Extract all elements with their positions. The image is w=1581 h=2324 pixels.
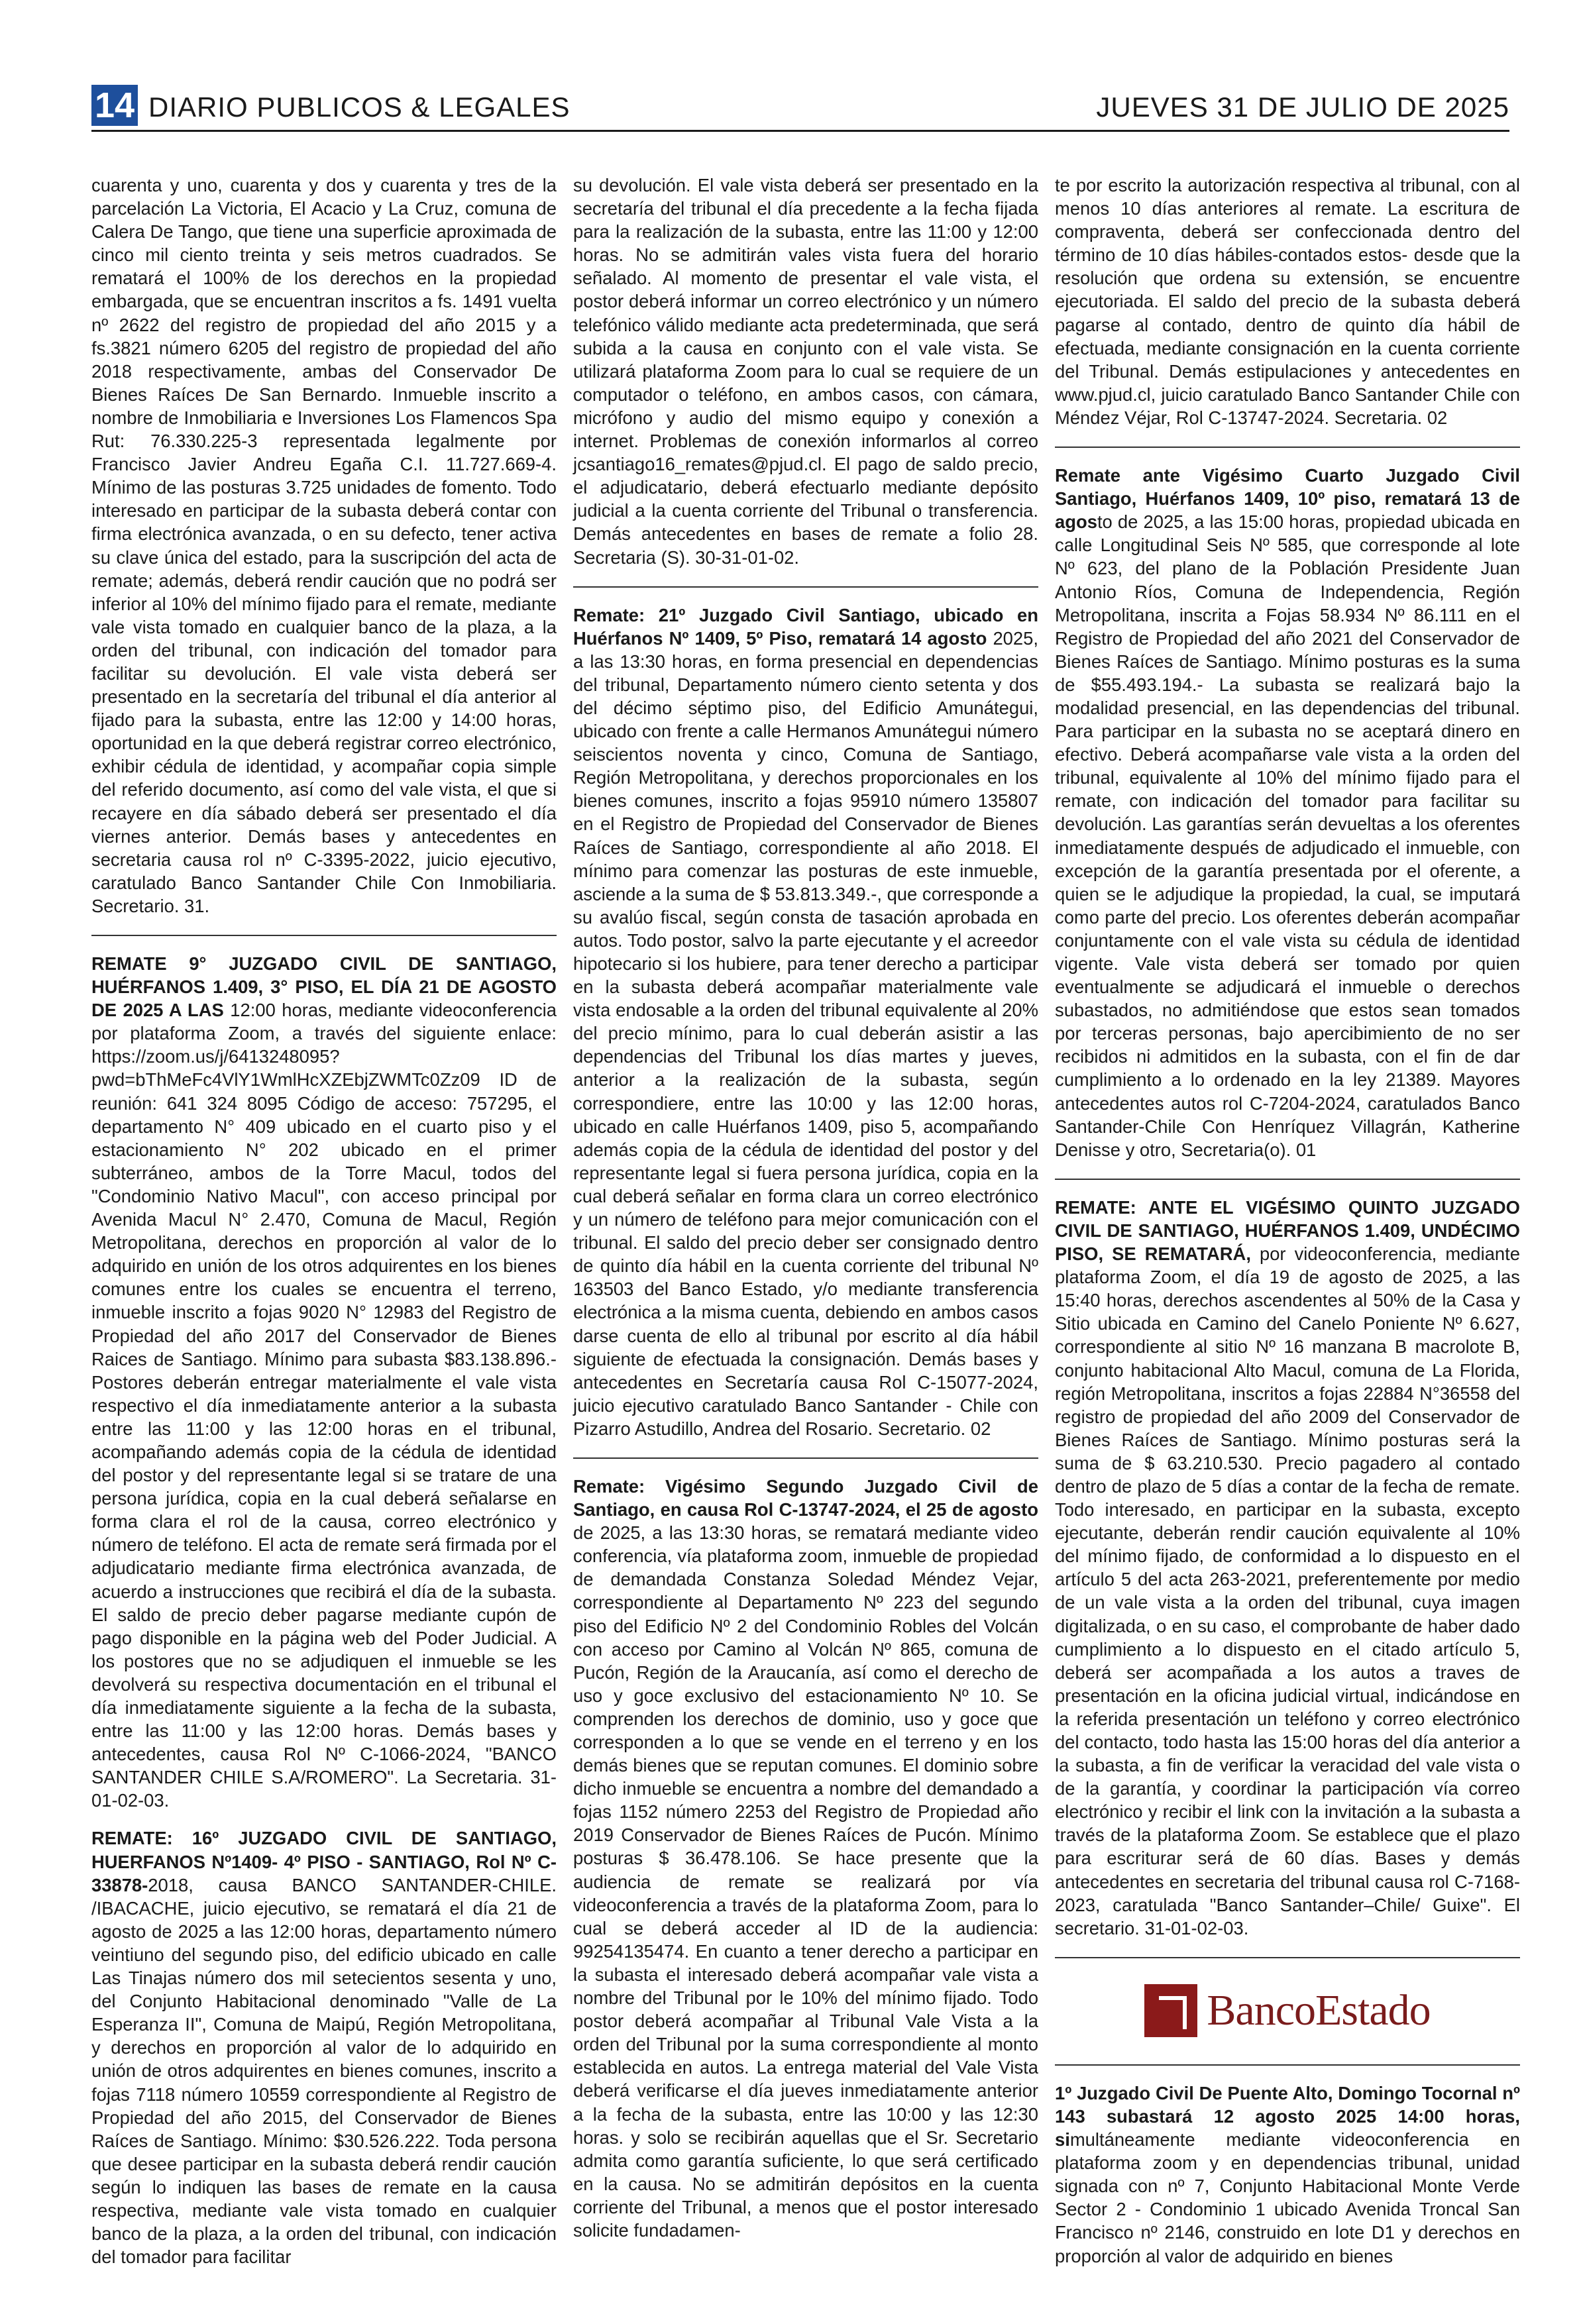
notice-body: to de 2025, a las 15:00 horas, propiedad ubicada en calle Longitudinal Seis Nº 585, que corresponde al lote Nº 623, del plano de la Población Presidente Juan Antonio Ríos, Comuna de Independencia, Región Metropolitana, inscrita a Fojas 58.934 Nº 86.111 en el Registro de Propiedad del año 2021 del Conservador de Bienes Raíces de Santiago. Mínimo posturas es la suma de $55.493.194.- La subasta se realizará bajo la modalidad presencial, en las dependencias del tribunal. Para participar en la subasta no se aceptará dinero en efectivo. Deberá acompañarse vale vista a la orden del tribunal, equivalente al 10% del mínimo fijado para el remate, con indicación del tomador para facilitar su devolución. Las garantías serán devueltas a los oferentes inmediatamente después de adjudicado el inmueble, con excepción de la garantía presentada por el oferente, a quien se le adjudique la propiedad, la cual, se imputará como parte del precio. Los oferentes deberán acompañar conjuntamente con el vale vista su cédula de identidad vigente. Vale vista deberá ser tomado por quien eventualmente se adjudicará el inmueble o derechos subastados, no admitiéndose que estos sean tomados por terceras personas, bajo apercibimiento de no ser recibidos ni admitidos en la subasta, con el fin de dar cumplimiento a lo ordenado en la ley 21389. Mayores antecedentes autos rol C-7204-2024, caratulados Banco Santander-Chile Con Henríquez Villagrán, Katherine Denisse y otro, Secretaria(o). 01 (1055, 511, 1520, 1160)
notice-divider (573, 1457, 1038, 1459)
notice (1055, 1196, 1520, 1940)
page-header (91, 85, 1509, 126)
notice-body: multáneamente mediante videoconferencia en plataforma zoom y en dependencias tribunal, unidad signada con nº 7, Conjunto Habitacional Monte Verde Sector 2 - Condominio 1 ubicado Avenida Troncal San Francisco nº 2146, construido en lote D1 y derechos en proporción al valor de adquirido en bienes (1055, 2129, 1520, 2266)
notice-divider (573, 586, 1038, 588)
notice-divider (1055, 1957, 1520, 1958)
notice-body: 2018, causa BANCO SANTANDER-CHILE. /IBACACHE, juicio ejecutivo, se rematará el día 21 de agosto de 2025 a las 12:00 horas, departamento número veintiuno del segundo piso, del edificio ubicado en calle Las Tinajas número dos mil setecientos sesenta y uno, del Conjunto Habitacional denominado "Valle de La Esperanza II", Comuna de Maipú, Región Metropolitana, y derechos en proporción al valor de lo adquirido en unión de otros adquirentes en bienes comunes, inscrito a fojas 7118 número 10559 correspondiente al Registro de Propiedad del año 2015, del Conservador de Bienes Raíces de Santiago. Mínimo: $30.526.222. Toda persona que desee participar en la subasta deberá rendir caución según lo indiquen las bases de remate en la causa respectiva, mediante vale vista tomado en cualquier banco de la plaza, a la orden del tribunal, con indicación del tomador para facilitar (91, 1874, 557, 2268)
notice-body: cuarenta y uno, cuarenta y dos y cuarenta y tres de la parcelación La Victoria, El Acacio y La Cruz, comuna de Calera De Tango, que tiene una superficie aproximada de cinco mil ciento treinta y seis metros cuadrados. Se rematará el 100% de los derechos en la propiedad embargada, que se encuentran inscritos a fs. 1491 vuelta nº 2622 del registro de propiedad del año 2015 y a fs.3821 número 6205 del registro de propiedad del año 2018 respectivamente, ambas del Conservador De Bienes Raíces De San Bernardo. Inmueble inscrito a nombre de Inmobiliaria e Inversiones Los Flamencos Spa Rut: 76.330.225-3 representada legalmente por Francisco Javier Andreu Egaña C.I. 11.727.669-4. Mínimo de las posturas 3.725 unidades de fomento. Todo interesado en participar de la subasta deberá contar con firma electrónica avanzada, o en su defecto, tener activa su clave única del estado, para la suscripción del acta de remate; además, deberá rendir caución que no podrá ser inferior al 10% del mínimo fijado para el remate, mediante vale vista tomado en cualquier banco de la plaza, a la orden del tribunal, con indicación del tomador para facilitar su devolución. El vale vista deberá ser presentado en la secretaría del tribunal el día anterior al fijado para la subasta, entre las 12:00 y 14:00 horas, oportunidad en la que deberá registrar correo electrónico, exhibir cédula de identidad, y acompañar copia simple del referido documento, así como del vale vista, el que si recayere en día sábado deberá ser presentado el día viernes anterior. Demás bases y antecedentes en secretaria causa rol nº C-3395-2022, juicio ejecutivo, caratulado Banco Santander Chile Con Inmobiliaria. Secretario. 31. (91, 175, 557, 916)
notice-continued (573, 174, 1038, 569)
notice (573, 1475, 1038, 2242)
notice (91, 952, 557, 1812)
notice-body: de 2025, a las 13:30 horas, se rematará mediante video conferencia, vía plataforma zoom, inmueble de propiedad de demandada Constanza Soledad Méndez Vejar, correspondiente al Departamento Nº 223 del segundo piso del Edificio Nº 2 del Condominio Robles del Volcán con acceso por Camino al Volcán Nº 865, comuna de Pucón, Región de la Araucanía, así como el derecho de uso y goce exclusivo del estacionamiento Nº 10. Se comprenden los derechos de dominio, uso y goce que corresponden a lo que se vende en el terreno y en los demás bienes que se reputan comunes. El dominio sobre dicho inmueble se encuentra a nombre del demandado a fojas 1152 número 2253 del Registro de Propiedad año 2019 Conservador de Bienes Raíces de Pucón. Mínimo posturas $ 36.478.106. Se hace presente que la audiencia de remate se realizará por vía videoconferencia a través de la plataforma Zoom, para lo cual se deberá acceder al ID de la audiencia: 99254135474. En cuanto a tener derecho a participar en la subasta el interesado deberá acompañar vale vista a nombre del Tribunal por le 10% del mínimo fijado. Todo postor deberá acompañar al Tribunal Vale Vista a la orden del Tribunal por la suma correspondiente al monto establecida en autos. La entrega material del Vale Vista deberá verificarse el día jueves inmediatamente anterior a la fecha de la subasta, entre las 10:00 y las 12:30 horas. y solo se recibirán aquellas que el Sr. Secretario admita como garantía suficiente, lo que será certificado en la causa. No se admitirán depósitos en la cuenta corriente del Tribunal, a menos que el postor interesado solicite fundadamen- (573, 1522, 1038, 2241)
bancoestado-logo-text: BancoEstado (1207, 1986, 1431, 2035)
notice-divider (1055, 447, 1520, 448)
notice-heading: Remate: 21º Juzgado Civil Santiago, ubicado en Huérfanos Nº 1409, 5º Piso, rematará 14 agosto (573, 604, 1038, 649)
notice-body: 12:00 horas, mediante videoconferencia por plataforma Zoom, a través del siguiente enlace: https://zoom.us/j/6413248095?pwd=bThMeFc4VlY1WmlHcXZEbjZWMTc0Zz09 ID de reunión: 641 324 8095 Código de acceso: 757295, el departamento N° 409 ubicado en el cuarto piso y el estacionamiento N° 202 ubicado en el primer subterráneo, ambos de la Torre Macul, todos del "Condominio Nativo Macul", con acceso principal por Avenida Macul N° 2.470, Comuna de Macul, Región Metropolitana, derechos en proporción al valor de lo adquirido en unión de los otros adquirentes en los bienes comunes entre los cuales se encuentra el terreno, inmueble inscrito a fojas 9020 N° 12983 del Registro de Propiedad del año 2017 del Conservador de Bienes Raices de Santiago. Mínimo para subasta $83.138.896.- Postores deberán entregar materialmente el vale vista respectivo el día inmediatamente anterior a la subasta entre las 11:00 y las 12:00 horas en el tribunal, acompañando además copia de la cédula de identidad del postor y del representante legal si se tratare de una persona jurídica, copia en la cual deberá señalarse en forma clara el rol de la causa, correo electrónico y número de teléfono. El acta de remate será firmada por el adjudicatario mediante firma electrónica avanzada, de acuerdo a instrucciones que recibirá el día de la subasta. El saldo de precio deber pagarse mediante cupón de pago disponible en la página web del Poder Judicial. A los postores que no se adjudiquen el inmueble se les devolverá su respectiva documentación en el tribunal el día inmediatamente siguiente a la fecha de la subasta, entre las 11:00 y las 12:00 horas. Demás bases y antecedentes, causa Rol Nº C-1066-2024, "BANCO SANTANDER CHILE S.A/ROMERO". La Secretaria. 31-01-02-03. (91, 1000, 557, 1811)
column-3 (1055, 174, 1520, 2268)
notice-body: 2025, a las 13:30 horas, en forma presencial en dependencias del tribunal, Departamento número ciento setenta y dos del décimo séptimo piso, del Edificio Amunátegui, ubicado con frente a calle Hermanos Amunátegui número seiscientos noventa y cinco, Comuna de Santiago, Región Metropolitana, y derechos proporcionales en los bienes comunes, inscrito a fojas 95910 número 135807 en el Registro de Propiedad del Conservador de Bienes Raíces de Santiago, correspondiente al año 2018. El mínimo para comenzar las posturas de este inmueble, asciende a la suma de $ 53.813.349.-, que corresponde a su avalúo fiscal, según consta de tasación aprobada en autos. Todo postor, salvo la parte ejecutante y el acreedor hipotecario si los hubiere, para tener derecho a participar en la subasta deberá acompañar materialmente vale vista endosable a la orden del tribunal equivalente al 20% del precio mínimo, para lo cual deberán asistir a las dependencias del Tribunal los días martes y jueves, anterior a la realización de la subasta, según correspondiere, entre las 10:00 y las 12:00 horas, ubicado en calle Huérfanos 1409, piso 5, acompañando además copia de la cédula de identidad del postor y del representante legal si fuera persona jurídica, copia en la cual deberá señalar en forma clara un correo electrónico y un número de teléfono para mejor comunicación con el tribunal. El saldo del precio deber ser consignado dentro de quinto día hábil en la cuenta corriente del tribunal Nº 163503 del Banco Estado, y/o mediante transferencia electrónica a la misma cuenta, debiendo en ambos casos darse cuenta de ello al tribunal por escrito al día hábil siguiente de efectuada la consignación. Demás bases y antecedentes en Secretaría causa Rol C-15077-2024, juicio ejecutivo caratulado Banco Santander - Chile con Pizarro Astudillo, Andrea del Rosario. Secretario. 02 (573, 627, 1038, 1439)
notice-heading: REMATE: 16º JUZGADO CIVIL DE SANTIAGO, HUERFANOS Nº1409- 4º PISO - SANTIAGO, Rol Nº C-33878- (91, 1828, 557, 1895)
notice (1055, 2082, 1520, 2268)
notice-heading: REMATE 9° JUZGADO CIVIL DE SANTIAGO, HUÉRFANOS 1.409, 3° PISO, EL DÍA 21 DE AGOSTO DE 2025 A LAS (91, 953, 557, 1021)
notice-continued (91, 174, 557, 918)
notice-body: por videoconferencia, mediante plataforma Zoom, el día 19 de agosto de 2025, a las 15:40 horas, derechos ascendentes al 50% de la Casa y Sitio ubicada en Camino del Canelo Poniente Nº 6.627, correspondiente al sitio Nº 16 manzana B macrolote B, conjunto habitacional Alto Macul, comuna de La Florida, región Metropolitana, inscritos a fojas 22884 N°36558 del registro de propiedad del año 2009 del Conservador de Bienes Raíces de Santiago. Mínimo posturas será la suma de $ 63.210.530. Precio pagadero al contado dentro de plazo de 5 días a contar de la fecha de remate. Todo interesado, en participar en la subasta, excepto ejecutante, deberán rendir caución equivalente al 10% del mínimo fijado, de conformidad a lo dispuesto en el artículo 5 del acta 263-2021, preferentemente por medio de un vale vista a la orden del tribunal, cuya imagen digitalizada, o en su caso, el comprobante de haber dado cumplimiento a lo dispuesto en el citado artículo 5, deberá ser acompañada a los autos a traves de presentación en la oficina judicial virtual, indicándose en la referida presentación un teléfono y correo electrónico del contacto, todo hasta las 15:00 horas del día anterior a la subasta, a fin de verificar la veracidad del vale vista o de la garantía, y coordinar la participación vía correo electrónico y recibir el link con la invitación a la subasta a través de la plataforma Zoom. Se establece que el plazo para escriturar será de 60 días. Bases y demás antecedentes en secretaria del tribunal causa rol C-7168-2023, caratulada "Banco Santander–Chile/ Guixe". El secretario. 31-01-02-03. (1055, 1243, 1520, 1938)
bancoestado-logo-icon (1144, 1984, 1197, 2037)
notice (573, 604, 1038, 1440)
header-rule (91, 130, 1509, 132)
column-1 (91, 174, 557, 2268)
notice-heading: Remate: Vigésimo Segundo Juzgado Civil de Santiago, en causa Rol C-13747-2024, el 25 de agosto (573, 1475, 1038, 1520)
notice-heading: REMATE: ANTE EL VIGÉSIMO QUINTO JUZGADO CIVIL DE SANTIAGO, HUÉRFANOS 1.409, UNDÉCIMO PISO, SE REMATARÁ, (1055, 1196, 1520, 1265)
bancoestado-logo (1055, 1974, 1520, 2047)
notice (1055, 464, 1520, 1161)
notice-heading: Remate ante Vigésimo Cuarto Juzgado Civil Santiago, Huérfanos 1409, 10º piso, rematará 13 de agos (1055, 465, 1520, 533)
notice-body: su devolución. El vale vista deberá ser presentado en la secretaría del tribunal el día precedente a la fecha fijada para la realización de la subasta, entre las 11:00 y 12:00 horas. No se admitirán vales vista fuera del horario señalado. Al momento de presentar el vale vista, el postor deberá informar un correo electrónico y un número telefónico válido mediante acta predeterminada, que será subida a la causa en conjunto con el vale vista. Se utilizará plataforma Zoom para lo cual se requiere de un computador o teléfono, en ambos casos, con cámara, micrófono y audio del mismo equipo y conexión a internet. Problemas de conexión informarlos al correo jcsantiago16_remates@pjud.cl. El pago de saldo precio, el adjudicatario, deberá efectuarlo mediante depósito judicial a la cuenta corriente del Tribunal o transferencia. Demás antecedentes en bases de remate a folio 28. Secretaria (S). 30-31-01-02. (573, 175, 1038, 568)
column-2 (573, 174, 1038, 2242)
issue-date: JUEVES 31 DE JULIO DE 2025 (1096, 91, 1509, 123)
notice-divider (91, 935, 557, 936)
notice-continued (1055, 174, 1520, 429)
publication-title: DIARIO PUBLICOS & LEGALES (148, 91, 571, 123)
notice-divider (1055, 2064, 1520, 2066)
notice-body: te por escrito la autorización respectiva al tribunal, con al menos 10 días anteriores al remate. La escritura de compraventa, deberá ser confeccionada dentro del término de 10 días hábiles-contados estos- desde que la resolución que ordena su extensión, se encuentre ejecutoriada. El saldo del precio de la subasta deberá pagarse al contado, dentro de quinto día hábil de efectuada, mediante consignación en la cuenta corriente del Tribunal. Demás estipulaciones y antecedentes en www.pjud.cl, juicio caratulado Banco Santander Chile con Méndez Véjar, Rol C-13747-2024. Secretaria. 02 (1055, 175, 1520, 428)
notice (91, 1826, 557, 2268)
notice-divider (1055, 1179, 1520, 1180)
notice-heading: 1º Juzgado Civil De Puente Alto, Domingo Tocornal nº 143 subastará 12 agosto 2025 14:00 horas, si (1055, 2082, 1520, 2150)
page-number: 14 (91, 85, 138, 126)
